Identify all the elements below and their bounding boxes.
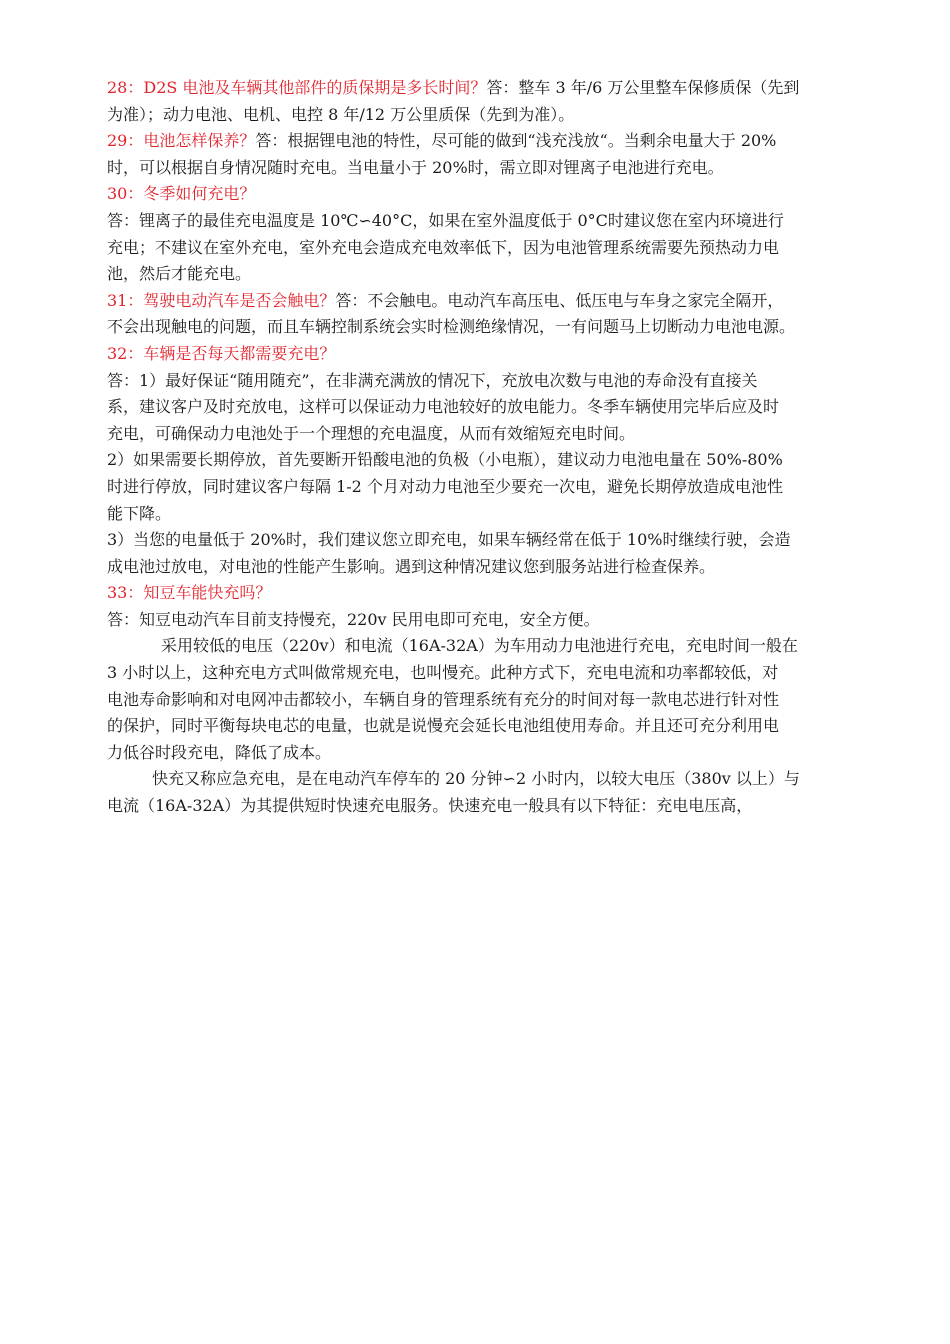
text-line (107, 181, 858, 208)
question-heading: 33：知豆车能快充吗？ (107, 583, 272, 603)
answer-text: 答：整车 3 年/6 万公里整车保修质保（先到 (486, 78, 800, 97)
answer-text: 3）当您的电量低于 20%时，我们建议您立即充电，如果车辆经常在低于 10%时继续行驶，会造 (107, 530, 791, 550)
answer-text: 答：根据锂电池的特性，尽可能的做到“浅充浅放“。当剩余电量大于 20% (255, 131, 777, 151)
text-line (107, 527, 858, 554)
answer-text: 充电；不建议在室外充电，室外充电会造成充电效率低下，因为电池管理系统需要先预热动力电 (107, 237, 780, 257)
text-line (107, 501, 858, 528)
question-heading: 32：车辆是否每天都需要充电？ (107, 343, 336, 363)
answer-text: 采用较低的电压（220v）和电流（16A-32A）为车用动力电池进行充电，充电时间一般在 (161, 636, 798, 656)
text-line (107, 288, 858, 315)
answer-text: 成电池过放电，对电池的性能产生影响。遇到这种情况建议您到服务站进行检查保养。 (107, 556, 716, 576)
text-line (107, 687, 858, 714)
answer-text: 不会出现触电的问题，而且车辆控制系统会实时检测绝缘情况，一有问题马上切断动力电池电源。 (107, 317, 796, 337)
answer-text: 池，然后才能充电。 (107, 264, 252, 284)
text-line (107, 766, 858, 793)
answer-text: 3 小时以上，这种充电方式叫做常规充电，也叫慢充。此种方式下，充电电流和功率都较低，对 (107, 663, 779, 683)
answer-text: 答：锂离子的最佳充电温度是 10℃∽40°C，如果在室外温度低于 0°C时建议您在室内环境进行 (107, 210, 784, 230)
text-line (107, 713, 858, 740)
answer-text: 的保护，同时平衡每块电芯的电量，也就是说慢充会延长电池组使用寿命。并且还可充分利用电 (107, 716, 780, 736)
answer-text: 能下降。 (107, 503, 172, 523)
text-line (107, 607, 858, 634)
text-line (107, 740, 858, 767)
question-heading: 28：D2S 电池及车辆其他部件的质保期是多长时间？ (107, 78, 487, 97)
answer-text: 系，建议客户及时充放电，这样可以保证动力电池较好的放电能力。冬季车辆使用完毕后应及时 (107, 397, 780, 417)
answer-text: 电池寿命影响和对电网冲击都较小，车辆自身的管理系统有充分的时间对每一款电芯进行针对性 (107, 689, 780, 709)
answer-text: 快充又称应急充电，是在电动汽车停车的 20 分钟∽2 小时内，以较大电压（380v 以上）与 (152, 769, 800, 789)
question-heading: 31：驾驶电动汽车是否会触电？ (107, 290, 336, 310)
question-heading: 29：电池怎样保养？ (107, 131, 256, 151)
text-line (107, 580, 858, 607)
answer-text: 电流（16A-32A）为其提供短时快速充电服务。快速充电一般具有以下特征：充电电压高， (107, 796, 753, 816)
text-line (107, 793, 858, 820)
answer-text: 答：1）最好保证“随用随充”，在非满充满放的情况下，充放电次数与电池的寿命没有直接关 (107, 370, 758, 390)
text-line (107, 75, 858, 102)
answer-text: 时，可以根据自身情况随时充电。当电量小于 20%时，需立即对锂离子电池进行充电。 (107, 157, 724, 177)
answer-text: 为准）；动力电池、电机、电控 8 年/12 万公里质保（先到为准）。 (107, 104, 575, 124)
text-line (107, 660, 858, 687)
text-line (107, 128, 858, 155)
text-line (107, 633, 858, 660)
text-line (107, 261, 858, 288)
text-line (107, 155, 858, 182)
text-line (107, 447, 858, 474)
text-line (107, 368, 858, 395)
text-line (107, 341, 858, 368)
text-line (107, 474, 858, 501)
question-heading: 30：冬季如何充电？ (107, 184, 256, 204)
text-line (107, 235, 858, 262)
answer-text: 充电，可确保动力电池处于一个理想的充电温度，从而有效缩短充电时间。 (107, 423, 636, 443)
text-line (107, 314, 858, 341)
text-line (107, 421, 858, 448)
answer-text: 答：不会触电。电动汽车高压电、低压电与车身之家完全隔开， (335, 290, 784, 310)
answer-text: 时进行停放，同时建议客户每隔 1-2 个月对动力电池至少要充一次电，避免长期停放造成电池性 (107, 476, 783, 496)
answer-text: 答：知豆电动汽车目前支持慢充，220v 民用电即可充电，安全方便。 (107, 609, 600, 629)
answer-text: 2）如果需要长期停放，首先要断开铅酸电池的负极（小电瓶），建议动力电池电量在 50%-80% (107, 450, 783, 470)
text-line (107, 102, 858, 129)
answer-text: 力低谷时段充电，降低了成本。 (107, 742, 332, 762)
text-line (107, 208, 858, 235)
text-line (107, 554, 858, 581)
text-line (107, 394, 858, 421)
